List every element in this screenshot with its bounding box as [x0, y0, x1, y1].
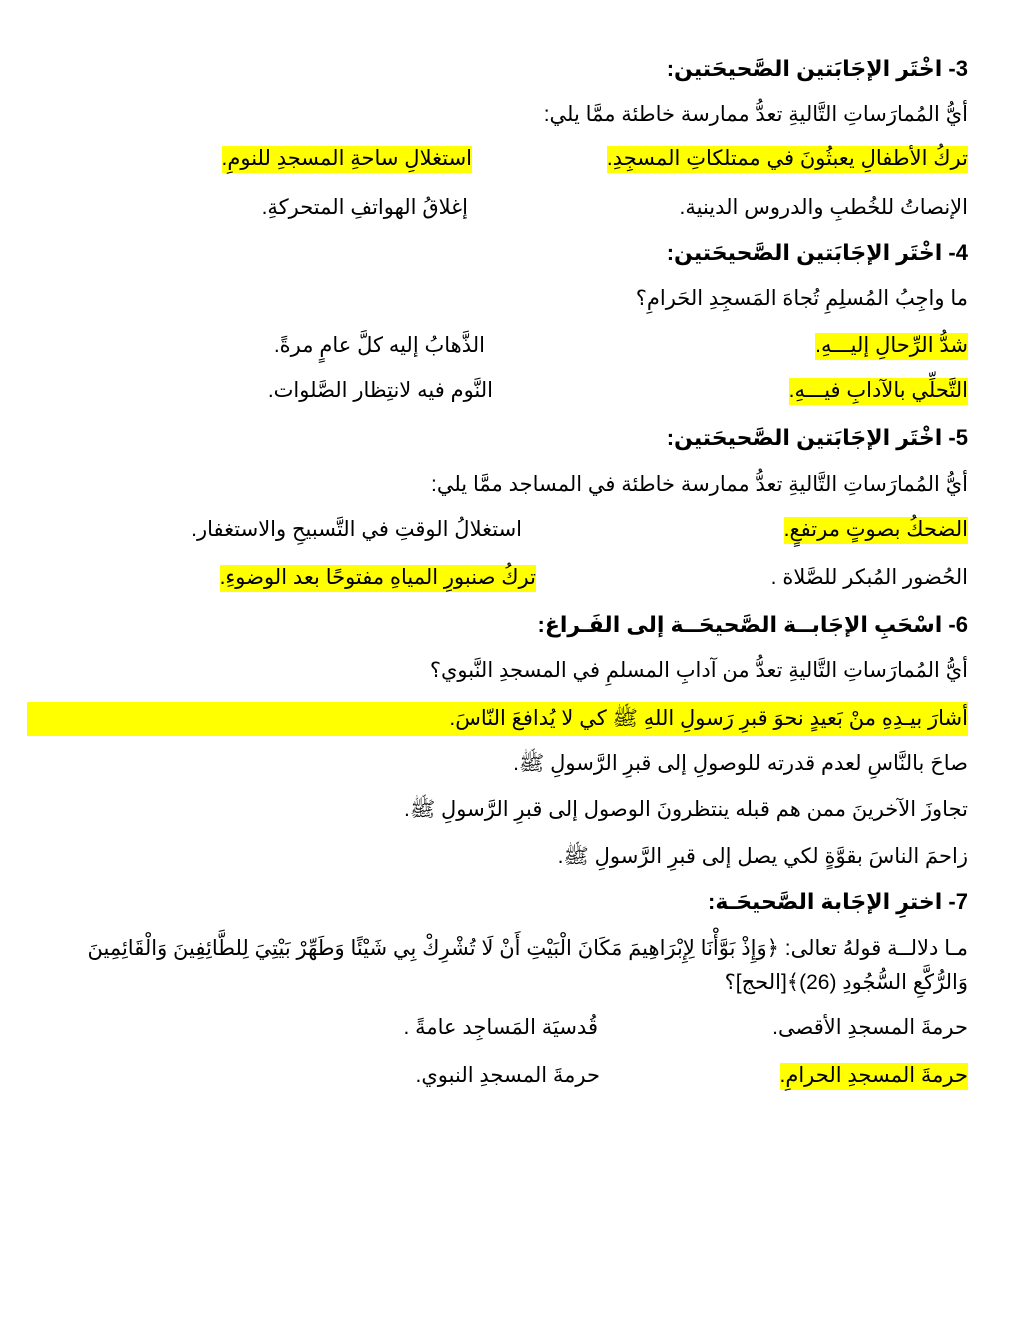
q5-question: أيُّ المُمارَساتِ التَّاليةِ تعدُّ ممارسة خاطئة في المساجد ممَّا يلي: [430, 473, 968, 496]
q4-option-1[interactable]: شدُّ الرِّحالِ إليـــهِ. [815, 333, 968, 360]
q5-option-1[interactable]: الضحكُ بصوتٍ مرتفعٍ. [784, 517, 968, 544]
q6-option-2[interactable]: صاحَ بالنَّاسِ لعدم قدرته للوصولِ إلى قبرِ الرَّسولِ ﷺ. [513, 752, 968, 775]
q4-option-4[interactable]: النَّوم فيه لانتِظار الصَّلوات. [267, 379, 493, 402]
q6-option-4[interactable]: زاحمَ الناسَ بقوَّةٍ لكي يصل إلى قبرِ الرَّسولِ ﷺ. [557, 845, 968, 868]
q3-option-4[interactable]: إغلاقُ الهواتفِ المتحركةِ. [261, 196, 468, 219]
q6-option-3[interactable]: تجاوزَ الآخرينَ ممن هم قبله ينتظرونَ الوصول إلى قبرِ الرَّسولِ ﷺ. [404, 798, 968, 821]
q6-option-1[interactable]: أشارَ بيـدِهِ منْ بَعيدٍ نحوَ قبرِ رَسولِ اللهِ ﷺ كي لا يُدافعَ النّاسَ. [27, 702, 968, 736]
q3-heading: 3- اخْتَر الإجَابَتين الصَّحيحَتين: [666, 56, 968, 81]
q4-option-2[interactable]: الذَّهابُ إليه كلَّ عامٍ مرةً. [273, 334, 485, 357]
q7-option-3[interactable]: حرمةَ المسجدِ الحرامِ. [780, 1063, 968, 1090]
q3-option-3[interactable]: الإنصاتُ للخُطبِ والدروس الدينية. [679, 196, 968, 219]
q6-heading: 6- اسْحَبِ الإجَابــة الصَّحيحَــة إلى الفَـراغ: [537, 612, 968, 637]
q7-option-1[interactable]: حرمةَ المسجدِ الأقصى. [772, 1016, 968, 1039]
q7-question: مـا دلالــة قولهُ تعالى: ﴿وَإِذْ بَوَّأْنَا لِإِبْرَاهِيمَ مَكَانَ الْبَيْتِ أَنْ لَا تُشْرِكْ بِي شَيْئًا وَطَهِّرْ بَيْتِيَ لِلطَّائِفِينَ وَالْقَائِمِينَ وَالرُّكَّعِ السُّجُودِ (26)﴾[الحج]؟ [87, 937, 968, 994]
q7-heading: 7- اخترِ الإجَابة الصَّحيحَـة: [708, 889, 968, 914]
q5-option-4[interactable]: تركُ صنبورِ المياهِ مفتوحًا بعد الوضوءِ. [220, 565, 536, 592]
q5-option-3[interactable]: الحُضور المُبكر للصَّلاة . [770, 566, 968, 589]
q4-question: ما واجِبُ المُسلِمِ تُجاهَ المَسجِدِ الحَرامِ؟ [635, 287, 968, 310]
q3-question: أيُّ المُمارَساتِ التَّاليةِ تعدُّ ممارسة خاطئة ممَّا يلي: [543, 103, 968, 126]
q3-option-1[interactable]: تركُ الأطفالِ يعبثُونَ في ممتلكاتِ المسجِدِ. [607, 146, 968, 173]
q6-question: أيُّ المُمارَساتِ التَّاليةِ تعدُّ من آدابِ المسلمِ في المسجدِ النَّبوي؟ [429, 659, 968, 682]
q5-heading: 5- اخْتَر الإجَابَتين الصَّحيحَتين: [666, 425, 968, 450]
q4-option-3[interactable]: التَّحلِّي بالآدابِ فيـــهِ. [789, 378, 968, 405]
q3-option-2[interactable]: استغلالِ ساحةِ المسجدِ للنومِ. [222, 146, 472, 173]
q7-option-4[interactable]: حرمةَ المسجدِ النبوي. [415, 1064, 600, 1087]
q5-option-2[interactable]: استغلالُ الوقتِ في التَّسبيحِ والاستغفار. [191, 518, 522, 541]
q7-option-2[interactable]: قُدسيَة المَساجِد عامةً . [403, 1016, 598, 1039]
q4-heading: 4- اخْتَر الإجَابَتين الصَّحيحَتين: [666, 240, 968, 265]
